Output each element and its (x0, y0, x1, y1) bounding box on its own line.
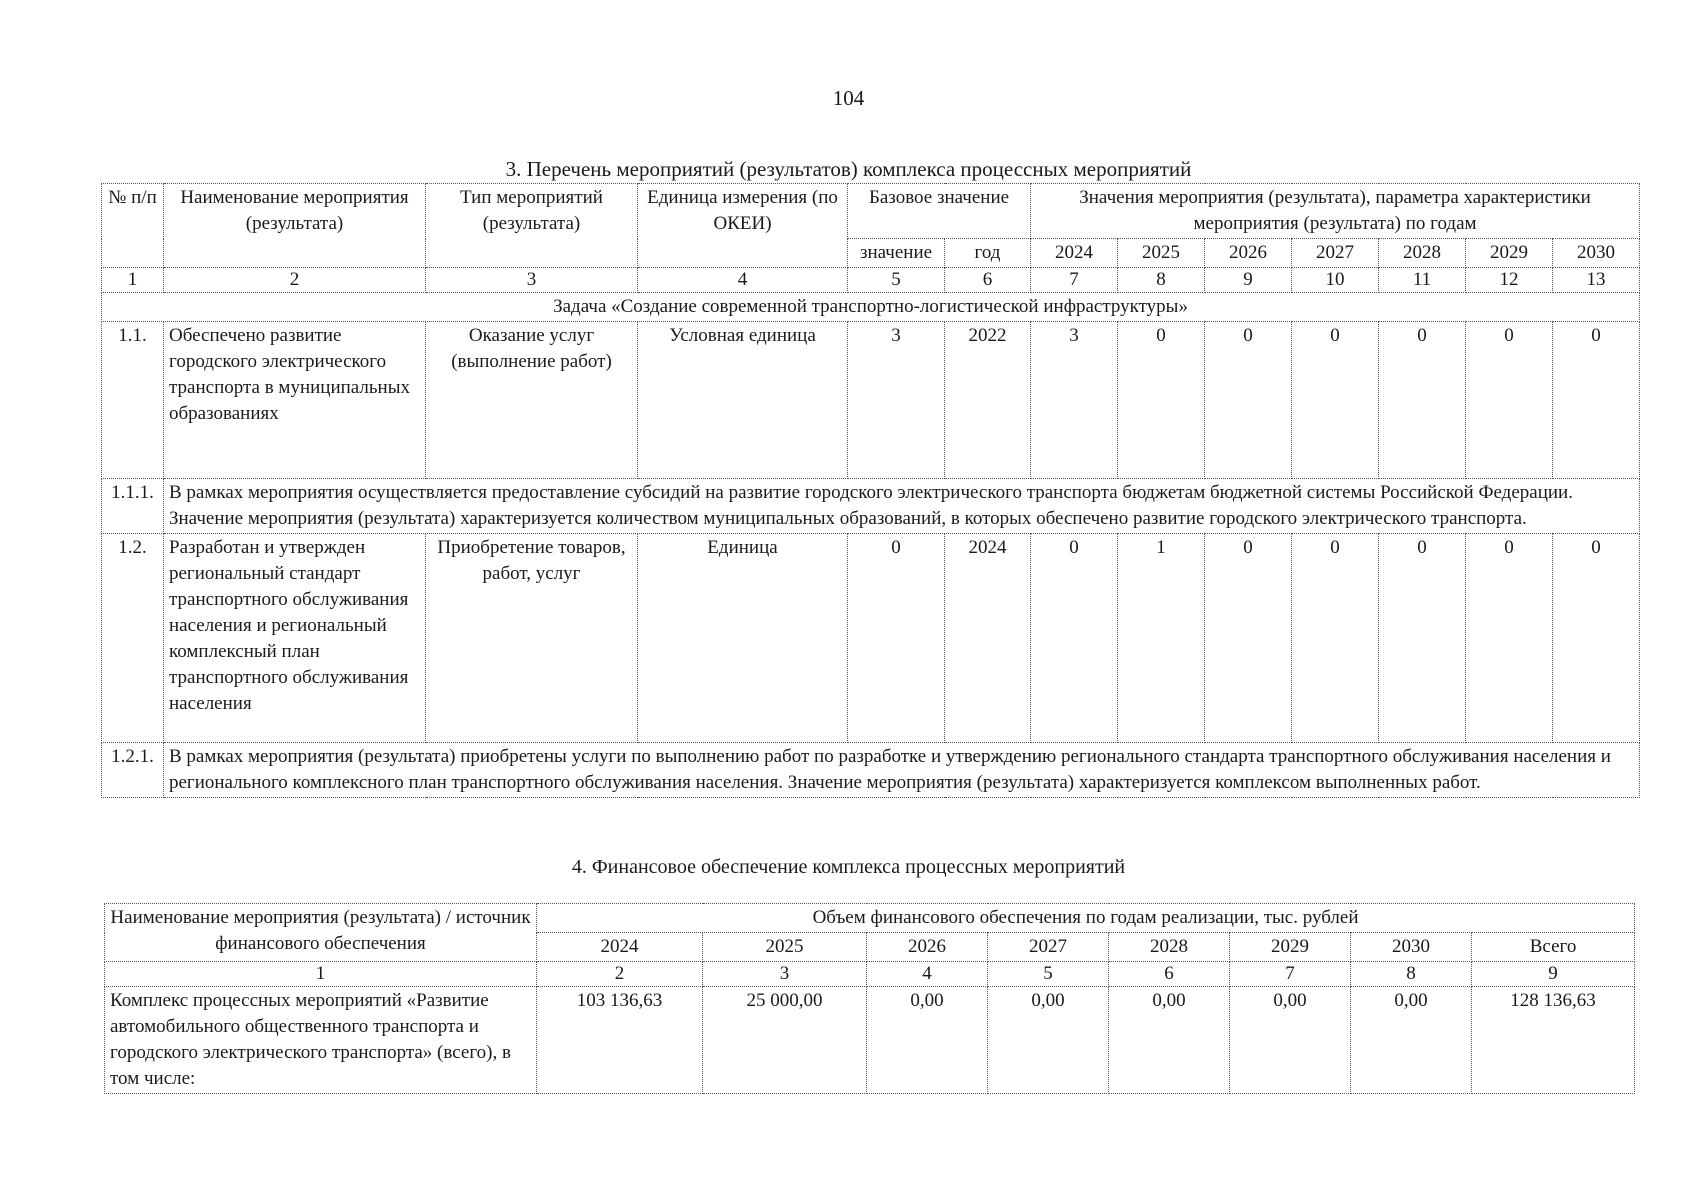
index-cell: 6 (945, 268, 1031, 293)
finance-value: 0,00 (1230, 987, 1351, 1094)
finance-value: 0,00 (867, 987, 988, 1094)
row-base-value: 3 (848, 322, 945, 479)
index-cell: 1 (102, 268, 164, 293)
index-cell: 4 (638, 268, 848, 293)
table-row (102, 322, 1640, 479)
row-value: 0 (1466, 534, 1553, 743)
finance-header-year: 2029 (1230, 933, 1351, 962)
finance-row (105, 987, 1635, 1094)
row-value: 0 (1205, 322, 1292, 479)
header-year: 2024 (1031, 239, 1118, 268)
index-cell: 2 (164, 268, 426, 293)
finance-table-title: 4. Финансовое обеспечение комплекса процессных мероприятий (571, 856, 1126, 878)
finance-table (104, 903, 1635, 1094)
description-row (102, 743, 1640, 798)
finance-header-year: 2025 (703, 933, 867, 962)
header-year: 2027 (1292, 239, 1379, 268)
row-value: 3 (1031, 322, 1118, 479)
index-row (102, 268, 1640, 293)
index-cell: 10 (1292, 268, 1379, 293)
header-num: № п/п (102, 184, 164, 268)
index-cell: 7 (1031, 268, 1118, 293)
index-cell: 5 (988, 962, 1109, 987)
row-name: Обеспечено развитие городского электрического транспорта в муниципальных образованиях (164, 322, 426, 479)
row-name: Разработан и утвержден региональный стандарт транспортного обслуживания населения и региональный комплексный план транспортного обслуживания населения (164, 534, 426, 743)
finance-total: 128 136,63 (1472, 987, 1635, 1094)
finance-header-year: 2024 (537, 933, 703, 962)
row-type: Приобретение товаров, работ, услуг (426, 534, 638, 743)
row-value: 0 (1292, 322, 1379, 479)
row-value: 0 (1031, 534, 1118, 743)
description-num: 1.1.1. (102, 479, 164, 534)
finance-header-name: Наименование мероприятия (результата) / источник финансового обеспечения (105, 904, 537, 962)
index-cell: 7 (1230, 962, 1351, 987)
description-text: В рамках мероприятия (результата) приобретены услуги по выполнению работ по разработке и утверждению регионального стандарта транспортного обслуживания населения и регионального комплексного план транспортного обслуживания населения. Значение мероприятия (результата) характеризуется комплексом выполненных работ. (164, 743, 1640, 798)
table-row (102, 534, 1640, 743)
index-cell: 13 (1553, 268, 1640, 293)
row-value: 0 (1553, 322, 1640, 479)
row-value: 0 (1379, 534, 1466, 743)
index-cell: 9 (1472, 962, 1635, 987)
row-value: 0 (1292, 534, 1379, 743)
header-type: Тип мероприятий (результата) (426, 184, 638, 268)
index-cell: 12 (1466, 268, 1553, 293)
index-cell: 4 (867, 962, 988, 987)
row-value: 0 (1553, 534, 1640, 743)
finance-value: 25 000,00 (703, 987, 867, 1094)
header-base-year: год (945, 239, 1031, 268)
row-num: 1.2. (102, 534, 164, 743)
index-cell: 6 (1109, 962, 1230, 987)
finance-value: 0,00 (1351, 987, 1472, 1094)
finance-header-row (105, 904, 1635, 933)
row-value: 0 (1205, 534, 1292, 743)
finance-header-year: 2027 (988, 933, 1109, 962)
row-value: 0 (1466, 322, 1553, 479)
finance-header-volume: Объем финансового обеспечения по годам реализации, тыс. рублей (537, 904, 1635, 933)
index-cell: 11 (1379, 268, 1466, 293)
finance-header-total: Всего (1472, 933, 1635, 962)
index-cell: 3 (703, 962, 867, 987)
header-base: Базовое значение (848, 184, 1031, 239)
row-value: 1 (1118, 534, 1205, 743)
finance-header-year: 2026 (867, 933, 988, 962)
finance-header-year: 2028 (1109, 933, 1230, 962)
finance-value: 0,00 (988, 987, 1109, 1094)
header-base-value: значение (848, 239, 945, 268)
header-row (102, 184, 1640, 239)
description-text: В рамках мероприятия осуществляется предоставление субсидий на развитие городского электрического транспорта бюджетам бюджетной системы Российской Федерации. Значение мероприятия (результата) характеризуется количеством муниципальных образований, в которых обеспечено развитие городского электрического транспорта. (164, 479, 1640, 534)
description-row (102, 479, 1640, 534)
row-value: 0 (1379, 322, 1466, 479)
row-num: 1.1. (102, 322, 164, 479)
index-cell: 5 (848, 268, 945, 293)
index-cell: 9 (1205, 268, 1292, 293)
finance-index-row (105, 962, 1635, 987)
activities-table-title: 3. Перечень мероприятий (результатов) комплекса процессных мероприятий (505, 157, 1192, 181)
header-values: Значения мероприятия (результата), параметра характеристики мероприятия (результата) по годам (1031, 184, 1640, 239)
index-cell: 8 (1351, 962, 1472, 987)
header-name: Наименование мероприятия (результата) (164, 184, 426, 268)
row-value: 0 (1118, 322, 1205, 479)
finance-value: 0,00 (1109, 987, 1230, 1094)
header-year: 2026 (1205, 239, 1292, 268)
description-num: 1.2.1. (102, 743, 164, 798)
activities-table (101, 183, 1640, 798)
row-base-value: 0 (848, 534, 945, 743)
row-type: Оказание услуг (выполнение работ) (426, 322, 638, 479)
finance-header-year: 2030 (1351, 933, 1472, 962)
index-cell: 1 (105, 962, 537, 987)
task-row (102, 293, 1640, 322)
finance-row-name: Комплекс процессных мероприятий «Развитие автомобильного общественного транспорта и городского электрического транспорта» (всего), в том числе: (105, 987, 537, 1094)
finance-value: 103 136,63 (537, 987, 703, 1094)
row-base-year: 2024 (945, 534, 1031, 743)
index-cell: 2 (537, 962, 703, 987)
row-unit: Условная единица (638, 322, 848, 479)
header-year: 2029 (1466, 239, 1553, 268)
row-base-year: 2022 (945, 322, 1031, 479)
header-year: 2028 (1379, 239, 1466, 268)
index-cell: 8 (1118, 268, 1205, 293)
row-unit: Единица (638, 534, 848, 743)
page-number: 104 (832, 86, 865, 110)
header-unit: Единица измерения (по ОКЕИ) (638, 184, 848, 268)
index-cell: 3 (426, 268, 638, 293)
task-title: Задача «Создание современной транспортно-логистической инфраструктуры» (102, 293, 1640, 322)
header-year: 2025 (1118, 239, 1205, 268)
header-year: 2030 (1553, 239, 1640, 268)
